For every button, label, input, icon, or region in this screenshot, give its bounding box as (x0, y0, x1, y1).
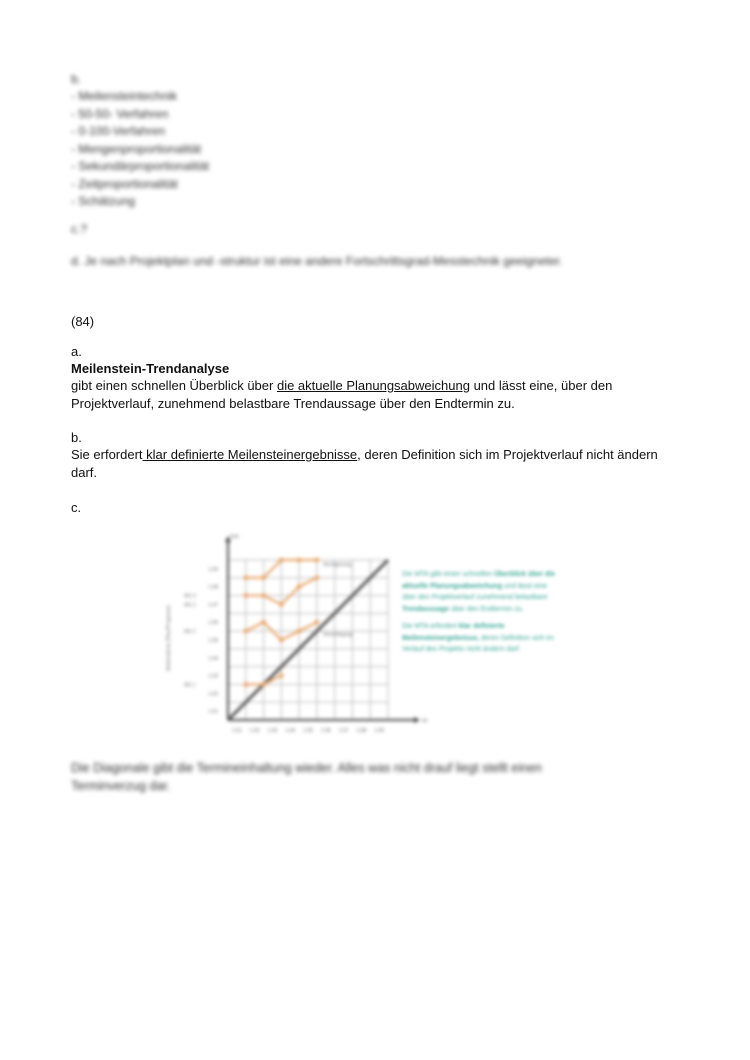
part-a-text-after: und lässt eine, über den Projektverlauf, zunehmend belastbare Trendaussage über den Endtermin zu. (71, 378, 613, 411)
y-top-label: Soll (230, 534, 239, 540)
series-point (279, 602, 284, 607)
milestone-label: MS 2 (184, 629, 196, 636)
prev-list-item: - Schätzung (71, 194, 136, 208)
series-point (243, 575, 248, 580)
series-label: Vorverlegung (322, 632, 353, 639)
series-point (314, 575, 319, 580)
y-tick-label: 1.06 (208, 620, 218, 627)
milestone-label: MS 4 (184, 593, 196, 600)
part-a-label: a. (71, 344, 82, 359)
part-a-text (71, 377, 671, 412)
series-point (243, 682, 248, 687)
series-point (261, 620, 266, 625)
chart-note-p2 (402, 621, 562, 656)
x-tick-label: 1.05 (303, 728, 313, 734)
series-point (261, 682, 266, 687)
footer-line-1: Die Diagonale gibt die Termineinhaltung wieder. Alles was nicht drauf liegt stellt einen (71, 761, 542, 775)
series-point (261, 593, 266, 598)
chart-note-p1-c: und lässt eine über den Projektverlauf zunehmend belastbare (402, 582, 548, 601)
series-point (297, 629, 302, 634)
series-point (314, 620, 319, 625)
milestone-label: MS 1 (184, 682, 196, 689)
part-b-label: b. (71, 430, 82, 445)
prev-d-line: d. Je nach Projektplan und -struktur ist eine andere Fortschrittsgrad-Messtechnik geeigneter. (71, 254, 563, 268)
x-tick-label: 1.07 (338, 728, 349, 734)
footer-line-2: Terminverzug dar. (71, 779, 171, 793)
x-tick-label: 1.02 (249, 728, 260, 734)
prev-list-item: - Mengenproportionalität (71, 141, 202, 156)
x-axis-label: Ist (422, 718, 428, 724)
part-c-label: c. (71, 500, 82, 515)
part-a-text-before: gibt einen schnellen Überblick über (71, 378, 277, 393)
prev-list-item: - Meilensteintechnik (71, 89, 178, 103)
y-tick-label: 1.04 (208, 655, 218, 662)
y-axis-label: Meilensteine (Plan/Prognose) (166, 605, 172, 671)
prev-c-line: c.? (71, 222, 88, 236)
chart-note-p2-b: klar definierte Meilensteinergebnisse, (402, 623, 505, 642)
series-point (261, 575, 266, 580)
prev-list-item: - 50-50- Verfahren (71, 106, 169, 121)
part-a-title (71, 360, 671, 378)
series-point (314, 558, 319, 563)
series-point (279, 673, 284, 678)
part-b-text-before: Sie erfordert (71, 447, 143, 462)
y-tick-label: 1.07 (208, 602, 218, 609)
y-tick-label: 1.09 (208, 566, 218, 573)
x-tick-label: 1.06 (320, 728, 331, 734)
prev-b-label: b. (71, 72, 82, 86)
part-a-heading: Meilenstein-Trendanalyse (71, 361, 230, 376)
series-point (297, 584, 302, 589)
chart-note-p1-a: Die MTA gibt einen schnellen (402, 571, 495, 578)
y-tick-label: 1.05 (208, 638, 218, 644)
prev-list-item: - Sekundärproportionalität (71, 159, 210, 173)
series-point (243, 629, 248, 634)
x-axis-arrow (414, 717, 420, 723)
x-tick-label: 1.03 (267, 728, 278, 734)
chart-note-p1-e: über den Endtermin zu. (449, 605, 524, 613)
chart-note-p1-d: Trendaussage (402, 605, 450, 613)
y-tick-label: 1.08 (208, 584, 218, 591)
x-tick-label: 1.09 (374, 728, 384, 734)
x-tick-label: 1.04 (285, 728, 296, 734)
chart-note (402, 569, 562, 662)
diagonal-line (228, 560, 388, 720)
prev-list-item: - Zeitproportionalität (71, 176, 178, 191)
series-point (297, 558, 302, 563)
part-a-underline: die aktuelle Planungsabweichung (276, 378, 470, 393)
y-tick-label: 1.02 (208, 691, 218, 698)
x-tick-label: 1.01 (232, 728, 242, 734)
series-point (279, 638, 284, 643)
y-tick-label: 1.03 (208, 673, 218, 680)
part-b-text (71, 446, 671, 481)
chart-note-p1 (402, 569, 562, 615)
section-number: (84) (71, 314, 95, 329)
milestone-label: MS 3 (184, 602, 196, 609)
chart-note-p2-a: Die MTA erfordert (402, 623, 459, 630)
prev-list-item: - 0-100-Verfahren (71, 124, 166, 138)
chart-note-p2-c: deren Definition sich im Verlauf des Projekts nicht ändern darf. (402, 634, 554, 653)
y-tick-label: 1.01 (208, 709, 218, 716)
series-label: Verzögerung (322, 562, 352, 568)
x-tick-label: 1.08 (356, 728, 367, 734)
chart-note-p1-b: Überblick über die aktuelle Planungsabweichung (402, 571, 556, 590)
part-b-text-after: , deren Definition sich im Projektverlauf nicht ändern darf. (71, 447, 658, 480)
part-b-underline: klar definierte Meilensteinergebnisse (142, 447, 358, 462)
series-point (243, 593, 248, 598)
series-point (279, 558, 284, 563)
